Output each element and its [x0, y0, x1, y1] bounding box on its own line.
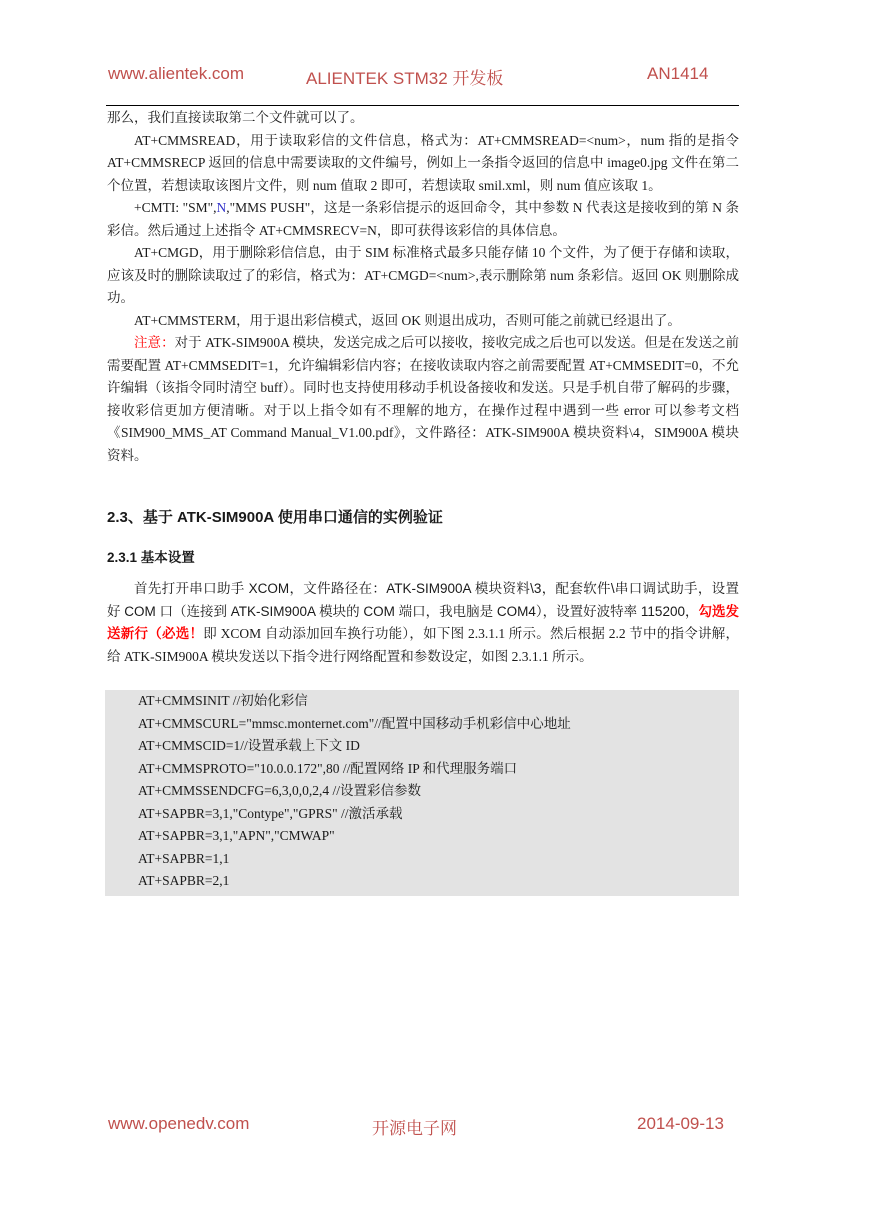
cmti-suffix: ,"MMS PUSH"，这是一条彩信提示的返回命令，其中参数 N 代表这是接收到的第 N 条彩信。然后通过上述指令 AT+CMMSRECV=N，即可获得该彩信的具体信息。: [107, 200, 739, 238]
footer-date: 2014-09-13: [637, 1114, 724, 1133]
code-line: AT+CMMSCURL="mmsc.monternet.com"//配置中国移动手机彩信中心地址: [138, 715, 571, 731]
setup-text-b: 即 XCOM 自动添加回车换行功能），如下图 2.3.1.1 所示。然后根据 2.2 节中的指令讲解，给 ATK-SIM900A 模块发送以下指令进行网络配置和参数设定，如图 2.3.1.1 所示。: [107, 626, 739, 664]
code-line: AT+SAPBR=3,1,"APN","CMWAP": [138, 828, 335, 843]
code-line: AT+CMMSSENDCFG=6,3,0,0,2,4 //设置彩信参数: [138, 783, 422, 798]
page-header: [0, 64, 869, 88]
header-rule: [106, 105, 739, 106]
footer-site: www.openedv.com: [108, 1114, 250, 1133]
cmti-prefix: +CMTI: "SM",: [134, 200, 217, 215]
paragraph-cmmsread: AT+CMMSREAD，用于读取彩信的文件信息，格式为：AT+CMMSREAD=<num>，num 指的是指令 AT+CMMSRECP 返回的信息中需要读取的文件编号，例如上一条指令返回的信息中 image0.jpg 文件在第二个位置，若想读取该图片文件，则 num 值取 2 即可，若想读取 smil.xml，则 num 值应该取 1。: [107, 132, 739, 193]
paragraph-cmti: [107, 197, 739, 242]
code-block: [105, 690, 739, 896]
body-text: [107, 107, 739, 467]
setup-text-a: 首先打开串口助手 XCOM，文件路径在：ATK-SIM900A 模块资料\3，配套软件\串口调试助手，设置好 COM 口（连接到 ATK-SIM900A 模块的 COM 端口，我电脑是 COM4），设置好波特率 115200，: [107, 581, 739, 619]
paragraph-cmmsterm: AT+CMMSTERM，用于退出彩信模式，返回 OK 则退出成功，否则可能之前就已经退出了。: [134, 312, 681, 328]
code-line: AT+CMMSCID=1//设置承载上下文 ID: [138, 738, 360, 753]
header-title: ALIENTEK STM32 开发板: [306, 69, 504, 88]
section-heading: 2.3、基于 ATK-SIM900A 使用串口通信的实例验证: [107, 509, 443, 526]
note-label: 注意：: [134, 335, 175, 350]
code-line: AT+CMMSPROTO="10.0.0.172",80 //配置网络 IP 和代理服务端口: [138, 760, 518, 776]
page-footer: [0, 1114, 869, 1138]
code-line: AT+SAPBR=2,1: [138, 873, 230, 888]
subsection-heading: 2.3.1 基本设置: [107, 550, 195, 565]
paragraph-note: [107, 332, 739, 467]
code-line: AT+SAPBR=1,1: [138, 850, 230, 866]
paragraph-setup: [107, 578, 739, 668]
header-doc-id: AN1414: [647, 64, 709, 83]
paragraph-cmgd: AT+CMGD，用于删除彩信信息，由于 SIM 标准格式最多只能存储 10 个文件，为了便于存储和读取，应该及时的删除读取过了的彩信，格式为：AT+CMGD=<num>,表示删除第 num 条彩信。返回 OK 则删除成功。: [107, 245, 739, 305]
setup-required-note: 勾选发送新行（必选！: [107, 603, 739, 641]
header-site: www.alientek.com: [108, 64, 245, 83]
note-text: 对于 ATK-SIM900A 模块，发送完成之后可以接收，接收完成之后也可以发送。但是在发送之前需要配置 AT+CMMSEDIT=1，允许编辑彩信内容；在接收读取内容之前需要配置 AT+CMMSEDIT=0，不允许编辑（该指令同时清空 buff）。同时也支持使用移动手机设备接收和发送。只是手机自带了解码的步骤，接收彩信更加方便清晰。对于以上指令如有不理解的地方，在操作过程中遇到一些 error 可以参考文档《SIM900_MMS_AT Command Manual_V1.00.pdf》，文件路径：ATK-SIM900A 模块资料\4，SIM900A 模块资料。: [107, 335, 740, 463]
footer-org: 开源电子网: [372, 1119, 457, 1138]
code-line: AT+CMMSINIT //初始化彩信: [138, 693, 308, 708]
cmti-param-n: N: [216, 200, 227, 215]
code-line: AT+SAPBR=3,1,"Contype","GPRS" //激活承载: [138, 805, 403, 821]
paragraph-0: 那么，我们直接读取第二个文件就可以了。: [107, 110, 364, 125]
